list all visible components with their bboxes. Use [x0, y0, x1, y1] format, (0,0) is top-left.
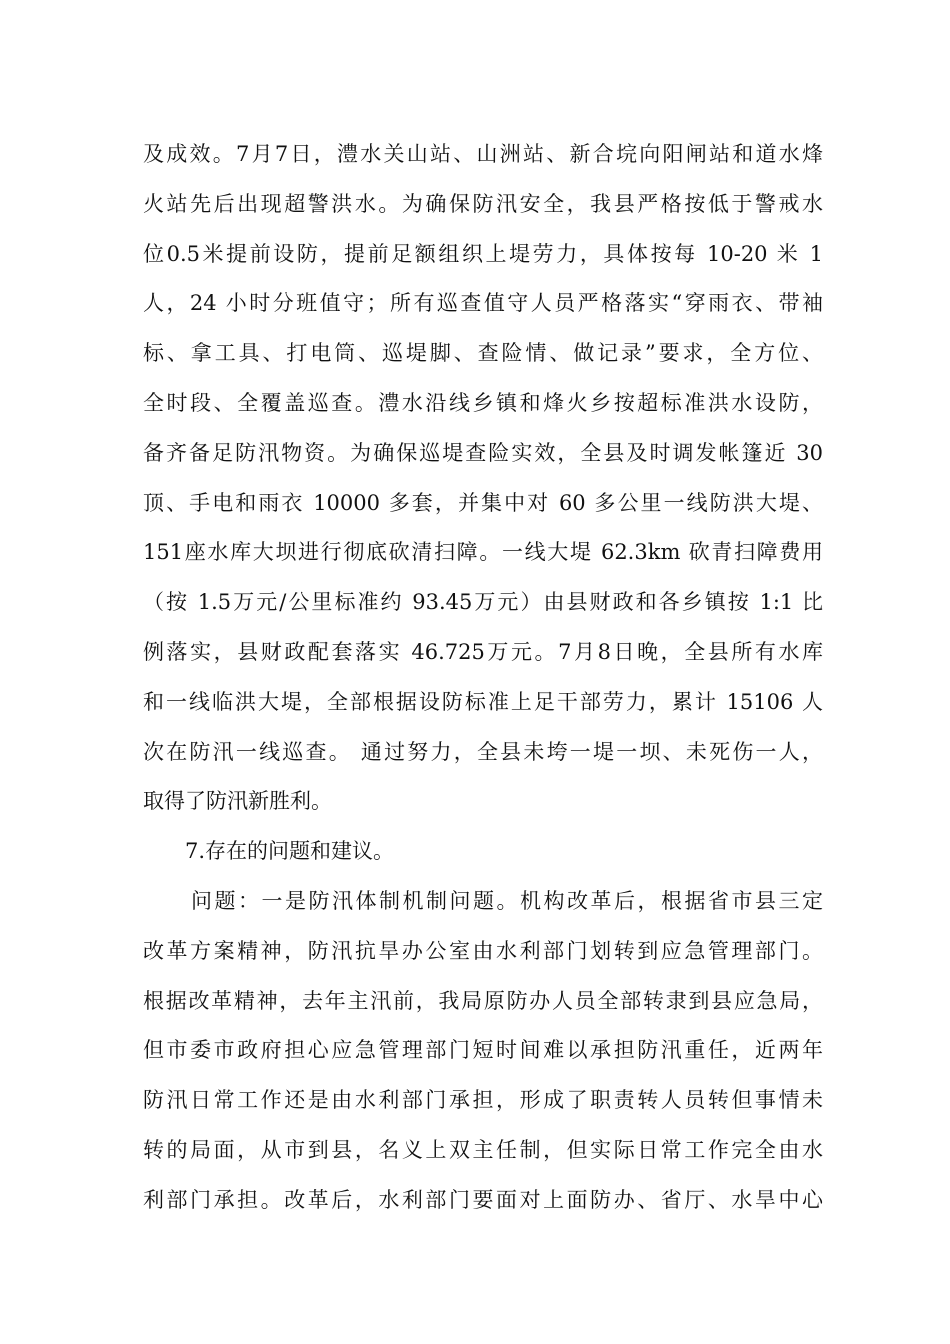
- text-line: 和一线临洪大堤，全部根据设防标准上足干部劳力，累计 15106 人: [143, 689, 823, 714]
- text-line: 位0.5米提前设防，提前足额组织上堤劳力，具体按每 10-20 米 1: [143, 241, 823, 266]
- text-line: （按 1.5万元/公里标准约 93.45万元）由县财政和各乡镇按 1:1 比: [143, 590, 823, 615]
- text-line: 但市委市政府担心应急管理部门短时间难以承担防汛重任，近两年: [143, 1038, 823, 1063]
- text-line: 火站先后出现超警洪水。为确保防汛安全，我县严格按低于警戒水: [143, 191, 823, 216]
- section-heading: 7.存在的问题和建议。: [185, 839, 395, 864]
- text-line: 151座水库大坝进行彻底砍清扫障。一线大堤 62.3km 砍青扫障费用: [143, 540, 823, 565]
- body-text: [143, 130, 823, 1226]
- text-line: 利部门承担。改革后，水利部门要面对上面防办、省厅、水旱中心: [143, 1187, 823, 1212]
- text-line: 人，24 小时分班值守；所有巡查值守人员严格落实“穿雨衣、带袖: [143, 291, 823, 316]
- text-line: 备齐备足防汛物资。为确保巡堤查险实效，全县及时调发帐篷近 30: [143, 440, 823, 465]
- text-line: 次在防汛一线巡查。 通过努力，全县未垮一堤一坝、未死伤一人，: [143, 739, 823, 764]
- text-line: 根据改革精神，去年主汛前，我局原防办人员全部转隶到县应急局，: [143, 988, 823, 1013]
- text-line: 及成效。7月7日，澧水关山站、山洲站、新合垸向阳闸站和道水烽: [143, 142, 823, 166]
- text-line: 全时段、全覆盖巡查。澧水沿线乡镇和烽火乡按超标准洪水设防，: [143, 390, 823, 415]
- text-line: 取得了防汛新胜利。: [143, 789, 332, 814]
- text-line: 问题：一是防汛体制机制问题。机构改革后，根据省市县三定: [191, 888, 823, 913]
- text-line: 例落实，县财政配套落实 46.725万元。7月8日晚，全县所有水库: [143, 639, 823, 664]
- text-line: 转的局面，从市到县，名义上双主任制，但实际日常工作完全由水: [143, 1137, 823, 1162]
- text-line: 标、拿工具、打电筒、巡堤脚、查险情、做记录”要求，全方位、: [143, 341, 823, 366]
- text-line: 防汛日常工作还是由水利部门承担，形成了职责转人员转但事情未: [143, 1088, 823, 1113]
- text-line: 顶、手电和雨衣 10000 多套，并集中对 60 多公里一线防洪大堤、: [143, 490, 823, 515]
- text-line: 改革方案精神，防汛抗旱办公室由水利部门划转到应急管理部门。: [143, 938, 823, 963]
